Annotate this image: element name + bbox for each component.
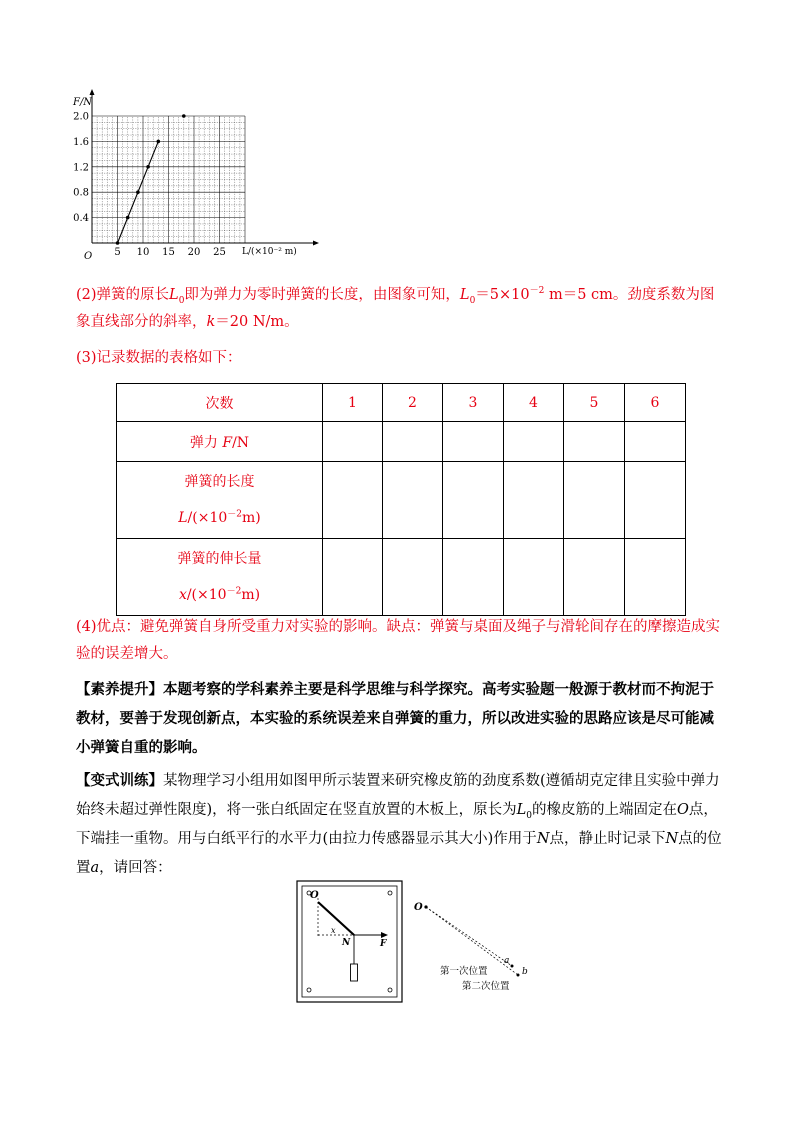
chart-tick-labels [73, 112, 226, 259]
table-cell [564, 462, 625, 539]
table-row [117, 462, 686, 539]
table-number-cell: 3 [443, 384, 504, 422]
table-number-cell: 2 [383, 384, 443, 422]
rubber-band [318, 902, 354, 935]
para2-subscript-2: 0 [469, 295, 476, 306]
x-tick-label: 25 [213, 247, 226, 258]
para2-symbol-k: k [206, 314, 216, 330]
table-cell [504, 422, 564, 462]
table-cell [443, 539, 504, 616]
variant-text-e: 点的位置 [76, 831, 722, 876]
table-header-cell: 次数 [117, 384, 323, 422]
para2-symbol-L: L [169, 287, 179, 303]
table-number-cell: 4 [504, 384, 564, 422]
variant-tag: 【变式训练】 [76, 772, 163, 789]
table-row [117, 384, 686, 422]
variant-paragraph [76, 766, 728, 883]
weight-block [351, 964, 358, 981]
data-point [182, 114, 186, 118]
row3-exponent: －2 [226, 586, 242, 597]
row3-unit-a: /(×10 [186, 587, 227, 603]
table-cell [443, 462, 504, 539]
point-b [517, 974, 520, 977]
label-a: a [504, 956, 510, 966]
variant-subscript: 0 [526, 810, 533, 821]
pin-icon [388, 891, 392, 895]
table-number-cell: 5 [564, 384, 625, 422]
label-O: O [310, 890, 319, 901]
x-tick-label: 10 [136, 247, 150, 258]
positions-figure [408, 888, 548, 998]
data-point [146, 165, 150, 169]
para2-text-e: ＝20 N/m。 [215, 314, 299, 330]
table-cell [625, 422, 686, 462]
x-tick-label: 5 [114, 247, 121, 258]
origin-label: O [84, 251, 93, 262]
y-tick-label: 1.2 [73, 162, 89, 174]
table-cell [383, 539, 443, 616]
para2-symbol-L2: L [459, 287, 470, 303]
paragraph-4: (4)优点：避免弹簧自身所受重力对实验的影响。缺点：弹簧与桌面及绳子与滑轮间存在的摩擦造成实验的误差增大。 [76, 619, 721, 662]
variant-text-a: 某物理学习小组用如图甲所示装置来研究橡皮筋的劲度系数(遵循胡克定律且实验中弹力始终未超过弹性限度)，将一张白纸固定在竖直放置的木板上，原长为 [76, 773, 720, 818]
variant-symbol-N1: N [536, 831, 550, 847]
x-axis-label: L/(×10⁻² m) [242, 247, 297, 257]
y-axis-arrow-icon [90, 89, 95, 95]
literacy-paragraph: 【素养提升】本题考察的学科素养主要是科学思维与科学探究。高考实验题一般源于教材而不拘泥于教材，要善于发现创新点，本实验的系统误差来自弹簧的重力，所以改进实验的思路应该是尽可能减小弹簧自重的影响。 [76, 681, 714, 756]
y-tick-label: 2.0 [73, 111, 89, 123]
row1-unit: /N [232, 434, 250, 451]
y-tick-label: 0.4 [73, 213, 89, 225]
label-b: b [522, 967, 528, 977]
para2-text-d: m＝5 cm。劲度系数为图象直线部分的斜率， [76, 287, 715, 330]
y-tick-label: 0.8 [73, 187, 89, 199]
variant-text-c: 点，下端挂一重物。用与白纸平行的水平力(由拉力传感器显示其大小)作用于 [76, 802, 718, 847]
row1-symbol: F [222, 434, 233, 451]
variant-symbol-N2: N [665, 831, 679, 847]
table-cell [323, 539, 383, 616]
para2-subscript: 0 [178, 295, 185, 306]
x-tick-label: 15 [162, 247, 175, 258]
arrow-head-icon [381, 932, 388, 938]
table-cell [383, 462, 443, 539]
data-point [116, 241, 120, 245]
table-cell [625, 462, 686, 539]
table-row [117, 539, 686, 616]
table-cell [504, 462, 564, 539]
record-table [116, 383, 686, 616]
dashed-line-a [426, 907, 512, 966]
table-label-cell [117, 462, 323, 539]
label-F: F [380, 939, 387, 949]
table-cell [323, 422, 383, 462]
row3-symbol: x [178, 587, 187, 603]
row3-unit-b: m) [241, 587, 261, 603]
force-length-chart [70, 88, 320, 268]
variant-text-d: 点，静止时记录下 [549, 831, 666, 847]
y-axis-label: F/N [73, 97, 93, 108]
data-point [136, 190, 140, 194]
table-label-cell [117, 539, 323, 616]
apparatus-figure [296, 880, 404, 1004]
table-cell [504, 539, 564, 616]
table-cell [383, 422, 443, 462]
variant-text-b: 的橡皮筋的上端固定在 [532, 802, 678, 818]
para2-text-c: ＝5×10 [475, 287, 530, 303]
variant-symbol-a: a [90, 860, 100, 876]
table-number-cell: 6 [625, 384, 686, 422]
data-point [126, 216, 130, 220]
row1-text: 弹力 [189, 434, 223, 451]
table-label-cell [117, 422, 323, 462]
pin-icon [307, 988, 311, 992]
x-tick-label: 20 [187, 247, 201, 258]
table-cell [564, 422, 625, 462]
variant-symbol-O: O [677, 802, 689, 818]
para2-exponent: －2 [529, 286, 545, 297]
pin-icon [388, 988, 392, 992]
chart-grid [92, 116, 245, 243]
paragraph-2 [76, 282, 728, 336]
row2-line1: 弹簧的长度 [184, 474, 255, 490]
para2-text-b: 即为弹力为零时弹簧的长度，由图象可知， [184, 287, 460, 303]
paragraph-3: (3)记录数据的表格如下： [76, 350, 242, 366]
row2-line2 [117, 500, 322, 536]
row2-exponent: －2 [227, 509, 242, 520]
x-axis-arrow-icon [313, 241, 319, 246]
point-a [511, 965, 514, 968]
table-number-cell: 1 [323, 384, 383, 422]
table-cell [443, 422, 504, 462]
table-cell [564, 539, 625, 616]
label-O: O [414, 902, 423, 913]
label-x: x [331, 926, 336, 935]
variant-symbol-L: L [516, 802, 527, 818]
row3-line2 [117, 577, 322, 613]
table-cell [323, 462, 383, 539]
second-position-label: 第二次位置 [462, 981, 510, 992]
para2-text-a: (2)弹簧的原长 [76, 287, 170, 303]
data-point [157, 140, 161, 144]
row3-line1: 弹簧的伸长量 [177, 551, 262, 567]
first-position-label: 第一次位置 [440, 966, 488, 977]
label-N: N [342, 938, 351, 948]
chart-axes [90, 89, 320, 246]
row2-symbol: L [178, 510, 188, 526]
row2-unit-a: /(×10 [187, 510, 228, 526]
table-row [117, 422, 686, 462]
y-tick-label: 1.6 [73, 136, 89, 148]
table-cell [625, 539, 686, 616]
row2-unit-b: m) [242, 510, 261, 526]
variant-text-f: ，请回答： [99, 860, 172, 876]
